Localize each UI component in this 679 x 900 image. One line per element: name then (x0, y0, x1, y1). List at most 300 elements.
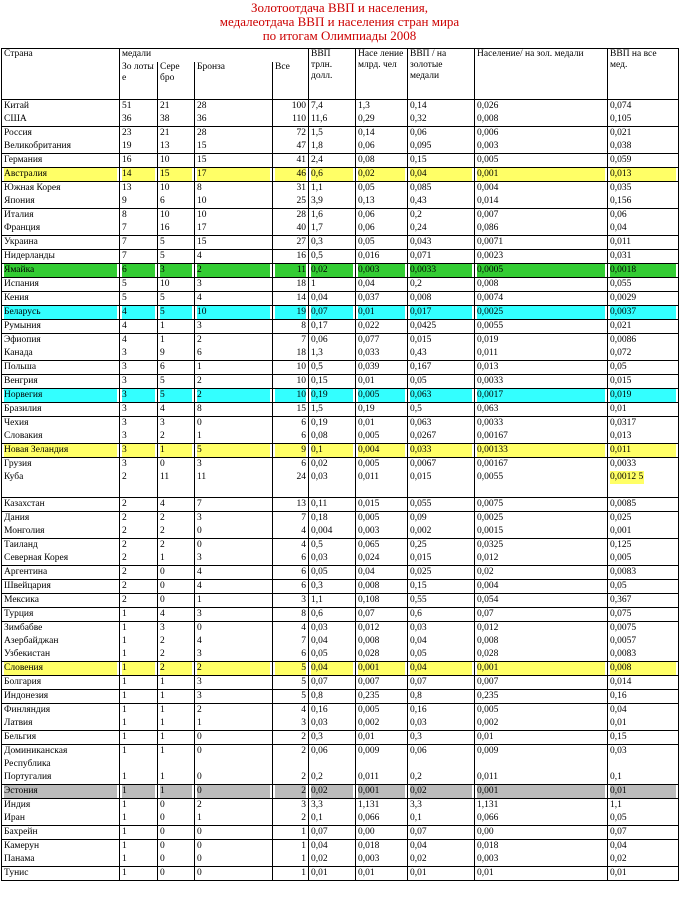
value-gold: 1 (122, 800, 127, 810)
value-bronze: 3 (197, 279, 202, 289)
cell-population (356, 690, 408, 704)
value-gdp-all: 0,015 (610, 376, 632, 386)
cell-gdp-all (608, 417, 679, 444)
value-total: 6 (301, 553, 306, 563)
cell-gold (120, 826, 158, 840)
table-row (2, 840, 679, 867)
cell-pop-gold (475, 594, 608, 608)
value-pop-gold: 0,012 (477, 553, 499, 563)
value-gdp-all: 0,011 (610, 444, 676, 457)
cell-country (2, 676, 120, 690)
value-country: Болгария (4, 677, 42, 687)
cell-gold (120, 785, 158, 799)
value-country: Украина (4, 237, 38, 247)
cell-gdp-all (608, 264, 679, 278)
value-total: 6 (301, 431, 306, 441)
cell-gold (120, 840, 158, 867)
cell-silver (158, 236, 195, 250)
value-gdp-gold: 0,055 (410, 499, 432, 509)
value-total: 18 (296, 279, 306, 289)
cell-gdp-all (608, 168, 679, 182)
value-gdp-all: 0,0033 (610, 459, 637, 469)
value-gdp: 1,6 (311, 210, 323, 220)
cell-total (273, 306, 309, 320)
value-bronze: 0 (197, 540, 202, 550)
value-silver: 1 (160, 691, 165, 701)
value-bronze: 0 (197, 868, 202, 878)
value-bronze: 1 (197, 595, 202, 605)
value-pop-gold: 0,006 (477, 128, 499, 138)
value-gdp-gold: 3,3 (410, 800, 422, 810)
value-pop-gold: 0,0015 (477, 526, 504, 536)
cell-country (2, 154, 120, 168)
cell-gdp-all (608, 512, 679, 539)
value-gdp: 0,5 (311, 251, 323, 261)
value-gdp-gold: 0,008 (410, 293, 432, 303)
cell-gdp-all (608, 676, 679, 690)
cell-gdp (309, 361, 356, 375)
value-gdp-all: 0,0317 (610, 418, 637, 428)
value-gdp-gold: 0,15 (410, 581, 427, 591)
value-gold: 2 (122, 513, 127, 523)
value-country: Новая Зеландия (4, 444, 117, 457)
cell-gdp (309, 840, 356, 867)
value-pop-gold: 0,235 (477, 691, 499, 701)
value-population: 0,002 (358, 718, 380, 728)
value-population: 0,015 (358, 499, 380, 509)
cell-total (273, 566, 309, 580)
value-bronze: 2 (197, 389, 270, 402)
cell-silver (158, 745, 195, 785)
value-gold: 1 (122, 772, 127, 782)
cell-gold (120, 168, 158, 182)
value-country: Эстония (4, 785, 117, 798)
cell-country (2, 278, 120, 292)
value-gdp-all: 0,021 (610, 128, 632, 138)
header-country: Страна (2, 49, 120, 100)
value-bronze: 17 (197, 223, 207, 233)
value-silver: 5 (160, 389, 192, 402)
cell-gdp (309, 375, 356, 389)
value-gdp: 0,5 (311, 362, 323, 372)
value-gold: 1 (122, 677, 127, 687)
cell-gdp-gold (408, 676, 475, 690)
table-row (2, 209, 679, 236)
value-gdp-all: 0,105 (610, 114, 632, 124)
value-population: 0,004 (358, 444, 405, 457)
table-row (2, 608, 679, 622)
value-gdp-gold: 0,063 (410, 418, 432, 428)
value-gdp-all: 0,008 (610, 662, 676, 675)
cell-gold (120, 566, 158, 580)
value-silver: 0 (160, 813, 165, 823)
value-gdp-all: 0,05 (610, 362, 627, 372)
value-gold: 2 (122, 526, 127, 536)
value-population: 0,08 (358, 155, 375, 165)
value-gold: 1 (122, 649, 127, 659)
value-bronze: 3 (197, 649, 202, 659)
cell-total (273, 731, 309, 745)
cell-silver (158, 622, 195, 662)
value-country: Турция (4, 609, 34, 619)
value-gdp-gold: 0,015 (410, 553, 432, 563)
value-gdp-all: 0,06 (610, 210, 627, 220)
value-gdp: 0,3 (311, 581, 323, 591)
title-line-3: по итогам Олимпиады 2008 (262, 28, 417, 43)
cell-gdp-all (608, 608, 679, 622)
cell-silver (158, 417, 195, 444)
value-bronze: 10 (197, 306, 270, 319)
title-line-1: Золотоотдача ВВП и населения, (251, 0, 428, 15)
value-gold: 1 (122, 636, 127, 646)
cell-gdp-gold (408, 498, 475, 512)
cell-gdp-gold (408, 389, 475, 403)
cell-gdp-all (608, 826, 679, 840)
table-row (2, 100, 679, 127)
cell-silver (158, 731, 195, 745)
cell-bronze (195, 375, 273, 389)
value-total: 2 (301, 732, 306, 742)
value-gdp-gold: 0,01 (410, 868, 427, 878)
value-total: 3 (301, 800, 306, 810)
cell-pop-gold (475, 154, 608, 168)
value-pop-gold: 0,054 (477, 595, 499, 605)
value-silver: 1 (160, 321, 165, 331)
value-country: Румыния (4, 321, 41, 331)
value-gdp: 3,3 (311, 800, 323, 810)
value-gold: 7 (122, 237, 127, 247)
cell-bronze (195, 594, 273, 608)
cell-silver (158, 320, 195, 334)
table-row (2, 690, 679, 704)
cell-country (2, 498, 120, 512)
value-total: 2 (275, 785, 306, 798)
table-row (2, 403, 679, 417)
value-pop-gold: 0,086 (477, 223, 499, 233)
value-gdp-all (610, 758, 676, 771)
value-gdp-gold: 0,085 (410, 183, 432, 193)
value-gdp-all: 0,05 (610, 581, 627, 591)
cell-gdp (309, 403, 356, 417)
value-total: 6 (301, 459, 306, 469)
value-gdp-all: 0,013 (610, 431, 632, 441)
value-gold: 36 (122, 114, 132, 124)
cell-gdp-gold (408, 662, 475, 676)
value-bronze: 10 (197, 196, 207, 206)
cell-silver (158, 209, 195, 236)
cell-bronze (195, 417, 273, 444)
cell-pop-gold (475, 444, 608, 458)
table-row (2, 292, 679, 306)
cell-gdp (309, 334, 356, 361)
value-gdp-all: 0,059 (610, 155, 632, 165)
value-pop-gold: 0,0023 (477, 251, 504, 261)
value-population: 0,29 (358, 114, 375, 124)
cell-population (356, 676, 408, 690)
cell-country (2, 690, 120, 704)
cell-total (273, 334, 309, 361)
cell-country (2, 622, 120, 662)
value-country: Польша (4, 362, 37, 372)
cell-gdp-all (608, 182, 679, 209)
value-total: 7 (301, 335, 306, 345)
value-bronze: 4 (197, 251, 202, 261)
cell-gdp (309, 168, 356, 182)
value-gold: 9 (122, 196, 127, 206)
value-gold: 5 (122, 279, 127, 289)
value-country: Китай (4, 101, 29, 111)
cell-total (273, 498, 309, 512)
cell-gdp-all (608, 278, 679, 292)
value-country: Словакия (4, 431, 43, 441)
cell-country (2, 444, 120, 458)
value-gold: 3 (122, 404, 127, 414)
cell-gdp-all (608, 127, 679, 154)
cell-gold (120, 498, 158, 512)
value-total: 13 (296, 499, 306, 509)
table-row (2, 389, 679, 403)
value-silver: 1 (160, 746, 165, 756)
value-population: 0,037 (358, 293, 380, 303)
value-bronze (197, 758, 270, 771)
cell-gdp-all (608, 375, 679, 389)
value-gold: 4 (122, 335, 127, 345)
value-silver: 0 (160, 854, 165, 864)
value-gdp: 1,5 (311, 128, 323, 138)
table-row (2, 278, 679, 292)
value-population: 0,028 (358, 649, 380, 659)
value-gdp-gold: 0,02 (410, 785, 472, 798)
value-gdp: 0,16 (311, 705, 328, 715)
value-population: 0,003 (358, 264, 405, 277)
value-bronze: 3 (197, 459, 202, 469)
value-silver: 21 (160, 101, 170, 111)
cell-gold (120, 799, 158, 826)
cell-gdp-gold (408, 690, 475, 704)
cell-bronze (195, 389, 273, 403)
cell-silver (158, 704, 195, 731)
cell-population (356, 745, 408, 785)
cell-gold (120, 127, 158, 154)
cell-gdp-gold (408, 278, 475, 292)
value-bronze: 3 (197, 609, 202, 619)
value-total: 46 (275, 168, 306, 181)
header-population: Насе ление млрд. чел (356, 49, 408, 100)
value-pop-gold: 0,0033 (477, 418, 504, 428)
cell-bronze (195, 168, 273, 182)
cell-gdp-all (608, 100, 679, 127)
table-row (2, 127, 679, 154)
cell-pop-gold (475, 622, 608, 662)
value-gdp-gold: 0,017 (410, 306, 472, 319)
cell-gdp-all (608, 690, 679, 704)
value-pop-gold: 0,0071 (477, 237, 504, 247)
value-population: 0,01 (358, 732, 375, 742)
value-gdp: 0,17 (311, 321, 328, 331)
cell-silver (158, 250, 195, 264)
cell-population (356, 264, 408, 278)
cell-population (356, 100, 408, 127)
cell-bronze (195, 264, 273, 278)
value-total: 5 (301, 691, 306, 701)
cell-gdp-all (608, 580, 679, 594)
value-gold: 1 (122, 854, 127, 864)
cell-population (356, 389, 408, 403)
value-silver: 0 (160, 800, 165, 810)
value-bronze: 3 (197, 553, 202, 563)
table-row (2, 566, 679, 580)
value-gdp-gold: 0,8 (410, 691, 422, 701)
value-pop-gold: 0,028 (477, 649, 499, 659)
cell-country (2, 799, 120, 826)
cell-pop-gold (475, 389, 608, 403)
value-silver: 1 (160, 677, 165, 687)
value-gdp-gold: 0,05 (410, 649, 427, 659)
cell-gold (120, 608, 158, 622)
cell-silver (158, 444, 195, 458)
value-gdp: 0,06 (311, 335, 328, 345)
value-pop-gold: 0,066 (477, 813, 499, 823)
cell-gold (120, 389, 158, 403)
cell-gdp (309, 594, 356, 608)
value-gdp-all: 0,1 (610, 772, 622, 782)
value-gdp-all: 0,03 (610, 746, 627, 756)
cell-total (273, 785, 309, 799)
cell-gold (120, 236, 158, 250)
cell-gold (120, 867, 158, 881)
value-gdp-gold: 0,2 (410, 279, 422, 289)
cell-population (356, 662, 408, 676)
value-gold: 3 (122, 431, 127, 441)
cell-country (2, 867, 120, 881)
cell-gdp (309, 250, 356, 264)
value-gdp-all: 0,0018 (610, 264, 676, 277)
cell-gdp-all (608, 498, 679, 512)
value-pop-gold: 0,004 (477, 581, 499, 591)
cell-bronze (195, 498, 273, 512)
cell-gold (120, 704, 158, 731)
table-row (2, 264, 679, 278)
cell-country (2, 608, 120, 622)
cell-gdp (309, 417, 356, 444)
cell-silver (158, 867, 195, 881)
cell-bronze (195, 278, 273, 292)
value-gdp-all: 0,05 (610, 813, 627, 823)
value-gold: 2 (122, 595, 127, 605)
cell-gdp-all (608, 320, 679, 334)
value-pop-gold: 0,0025 (477, 513, 504, 523)
value-silver: 0 (160, 459, 165, 469)
cell-total (273, 320, 309, 334)
table-row (2, 704, 679, 731)
cell-pop-gold (475, 250, 608, 264)
value-gdp-gold: 0,095 (410, 141, 432, 151)
value-gdp-all: 0,15 (610, 732, 627, 742)
value-gdp-gold: 0,063 (410, 389, 472, 402)
cell-bronze (195, 512, 273, 539)
value-gold: 3 (122, 459, 127, 469)
cell-gdp-all (608, 566, 679, 580)
value-gdp-gold: 0,025 (410, 567, 432, 577)
value-bronze: 3 (197, 513, 202, 523)
cell-population (356, 417, 408, 444)
table-row (2, 182, 679, 209)
value-silver: 1 (160, 705, 165, 715)
value-total: 100 (291, 101, 306, 111)
value-gdp-all: 0,074 (610, 101, 632, 111)
value-gdp (311, 758, 353, 771)
value-pop-gold: 0,0074 (477, 293, 504, 303)
value-pop-gold: 0,005 (477, 155, 499, 165)
cell-total (273, 236, 309, 250)
value-silver: 11 (160, 472, 170, 482)
value-country: Финляндия (4, 705, 51, 715)
cell-gdp-all (608, 867, 679, 881)
value-silver: 16 (160, 223, 170, 233)
value-population: 0,01 (358, 418, 375, 428)
value-silver: 1 (160, 335, 165, 345)
cell-gdp-gold (408, 361, 475, 375)
value-country: Доминиканская (4, 746, 68, 756)
cell-population (356, 867, 408, 881)
value-population: 0,01 (358, 868, 375, 878)
value-country: Казахстан (4, 499, 45, 509)
header-silver: Сере бро (158, 62, 195, 100)
value-population: 0,05 (358, 237, 375, 247)
cell-gold (120, 594, 158, 608)
value-gold: 1 (122, 705, 127, 715)
cell-total (273, 458, 309, 498)
cell-country (2, 127, 120, 154)
header-gdp-gold: ВВП / на золотые медали (408, 49, 475, 100)
cell-bronze (195, 127, 273, 154)
value-country: Бахрейн (4, 827, 38, 837)
value-bronze: 0 (197, 732, 202, 742)
value-gdp-gold: 0,6 (410, 609, 422, 619)
value-country: Аргентина (4, 567, 48, 577)
cell-population (356, 154, 408, 168)
value-pop-gold (477, 758, 605, 771)
cell-gdp (309, 236, 356, 250)
cell-silver (158, 127, 195, 154)
cell-gdp (309, 182, 356, 209)
cell-silver (158, 264, 195, 278)
value-gdp-all: 0,01 (610, 868, 627, 878)
cell-gdp-all (608, 799, 679, 826)
value-silver: 13 (160, 141, 170, 151)
value-silver: 5 (160, 237, 165, 247)
value-country: Грузия (4, 459, 32, 469)
value-gold: 4 (122, 306, 155, 319)
value-silver: 0 (160, 581, 165, 591)
cell-gdp-gold (408, 236, 475, 250)
value-population: 0,06 (358, 223, 375, 233)
value-gold: 2 (122, 581, 127, 591)
cell-gdp-gold (408, 100, 475, 127)
value-country: Индия (4, 800, 31, 810)
cell-pop-gold (475, 608, 608, 622)
value-pop-gold: 0,012 (477, 623, 499, 633)
cell-bronze (195, 154, 273, 168)
cell-gdp (309, 826, 356, 840)
value-silver: 4 (160, 499, 165, 509)
table-row (2, 785, 679, 799)
cell-gdp (309, 622, 356, 662)
value-silver: 5 (160, 293, 165, 303)
cell-silver (158, 292, 195, 306)
value-gold: 1 (122, 746, 127, 756)
value-gdp-gold: 0,015 (410, 335, 432, 345)
